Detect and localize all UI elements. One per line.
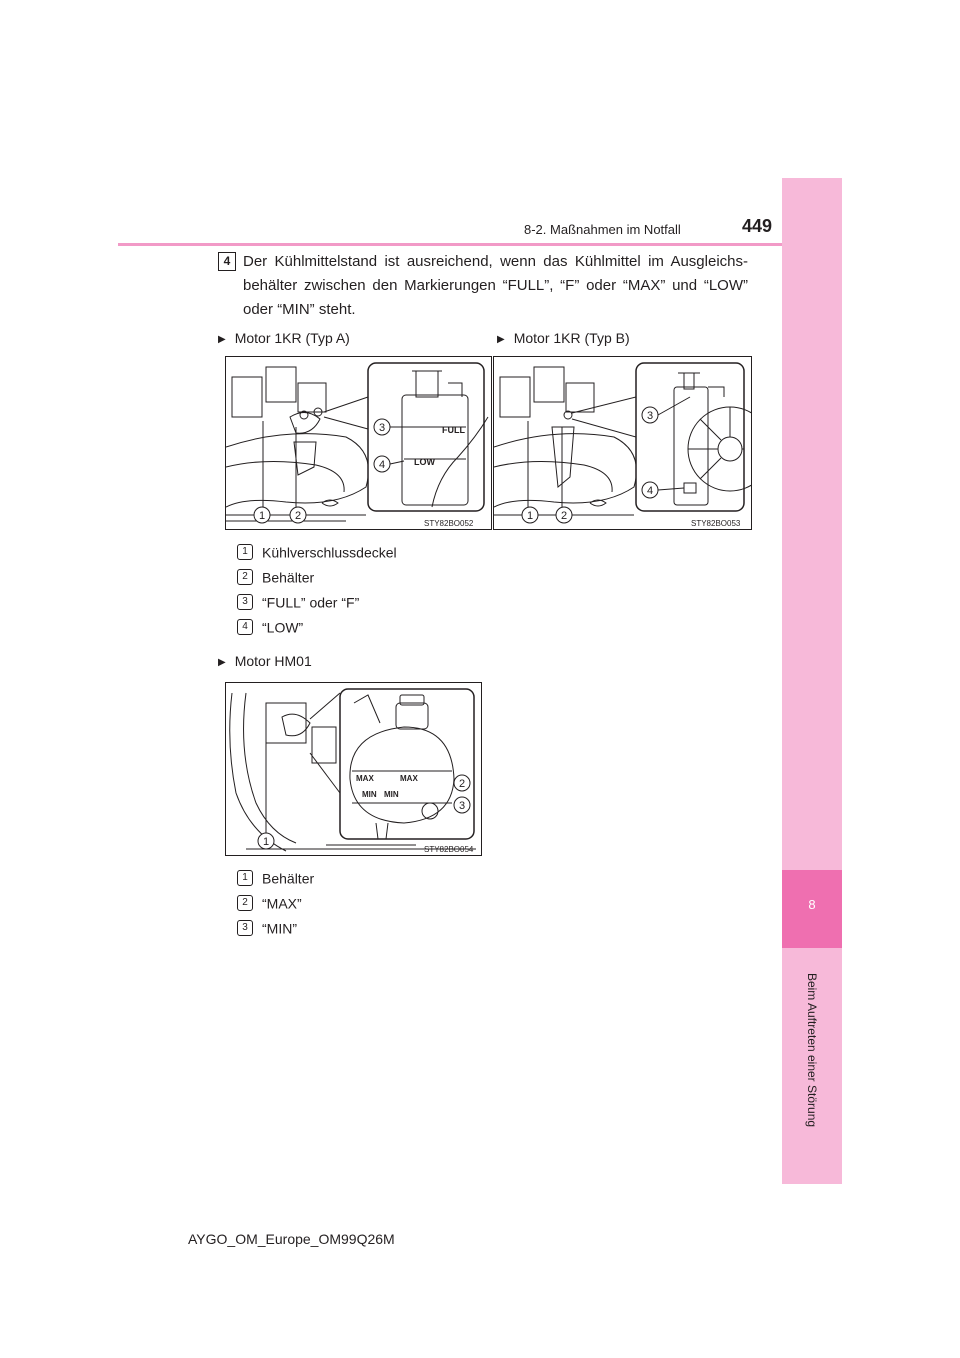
callout-4: 4	[378, 459, 386, 471]
legend-text: Behälter	[262, 569, 315, 586]
engine-illustration-typ-b	[494, 357, 751, 529]
callout-4: 4	[646, 485, 654, 497]
legend-number: 2	[237, 895, 253, 911]
figure-hm01	[225, 682, 482, 856]
engine-illustration-hm01	[226, 683, 481, 855]
callout-2: 2	[560, 510, 568, 522]
legend-item	[237, 869, 314, 889]
legend-item	[237, 894, 302, 914]
engine-label-typ-b-text: Motor 1KR (Typ B)	[513, 330, 630, 346]
legend-number: 3	[237, 920, 253, 936]
callout-3: 3	[646, 410, 654, 422]
engine-label-hm01-text: Motor HM01	[234, 653, 312, 669]
legend-item	[237, 543, 397, 563]
tank-mark-min-right: MIN	[384, 790, 399, 799]
legend-item	[237, 618, 303, 638]
legend-number: 2	[237, 569, 253, 585]
engine-label-typ-a	[218, 330, 350, 346]
footer-document-code: AYGO_OM_Europe_OM99Q26M	[188, 1231, 395, 1247]
header-rule	[118, 243, 842, 246]
intro-paragraph: Der Kühlmittelstand ist ausreichend, wenn das Kühlmittel im Ausgleichs-behälter zwischen den Markierungen “FULL”, “F” oder “MAX” und “LOW” oder “MIN” steht.	[243, 253, 748, 318]
legend-text: “LOW”	[262, 619, 304, 636]
figure-code-hm01: STY82BO054	[424, 845, 474, 854]
legend-text: “MIN”	[262, 920, 297, 937]
legend-text: “FULL” oder “F”	[262, 594, 360, 611]
legend-number: 1	[237, 870, 253, 886]
section-title: 8-2. Maßnahmen im Notfall	[524, 222, 681, 237]
callout-1: 1	[262, 836, 270, 848]
legend-item	[237, 593, 359, 613]
step-badge: 4	[218, 252, 236, 271]
callout-1: 1	[258, 510, 266, 522]
tank-mark-max-left: MAX	[356, 774, 374, 783]
figure-code-typ-b: STY82BO053	[691, 519, 741, 528]
engine-label-typ-a-text: Motor 1KR (Typ A)	[234, 330, 350, 346]
legend-number: 4	[237, 619, 253, 635]
bullet-arrow-icon: ▶	[497, 334, 505, 345]
engine-illustration-typ-a	[226, 357, 491, 529]
figure-code-typ-a: STY82BO052	[424, 519, 474, 528]
figure-typ-b	[493, 356, 752, 530]
chapter-label: Beim Auftreten einer Störung	[805, 972, 819, 1128]
tank-mark-min-left: MIN	[362, 790, 377, 799]
bullet-arrow-icon: ▶	[218, 657, 226, 668]
legend-number: 1	[237, 544, 253, 560]
callout-1: 1	[526, 510, 534, 522]
engine-label-typ-b	[497, 330, 630, 346]
callout-3: 3	[458, 800, 466, 812]
legend-text: “MAX”	[262, 895, 302, 912]
legend-text: Kühlverschlussdeckel	[262, 544, 397, 561]
legend-text: Behälter	[262, 870, 315, 887]
legend-item	[237, 919, 297, 939]
page-number: 449	[742, 216, 773, 236]
tank-mark-low: LOW	[414, 457, 435, 467]
chapter-number: 8	[808, 897, 816, 912]
legend-item	[237, 568, 314, 588]
figure-typ-a	[225, 356, 492, 530]
tank-mark-full: FULL	[442, 425, 465, 435]
callout-3: 3	[378, 422, 386, 434]
callout-2: 2	[294, 510, 302, 522]
bullet-arrow-icon: ▶	[218, 334, 226, 345]
legend-number: 3	[237, 594, 253, 610]
callout-2: 2	[458, 778, 466, 790]
tank-mark-max-right: MAX	[400, 774, 418, 783]
engine-label-hm01	[218, 653, 312, 669]
